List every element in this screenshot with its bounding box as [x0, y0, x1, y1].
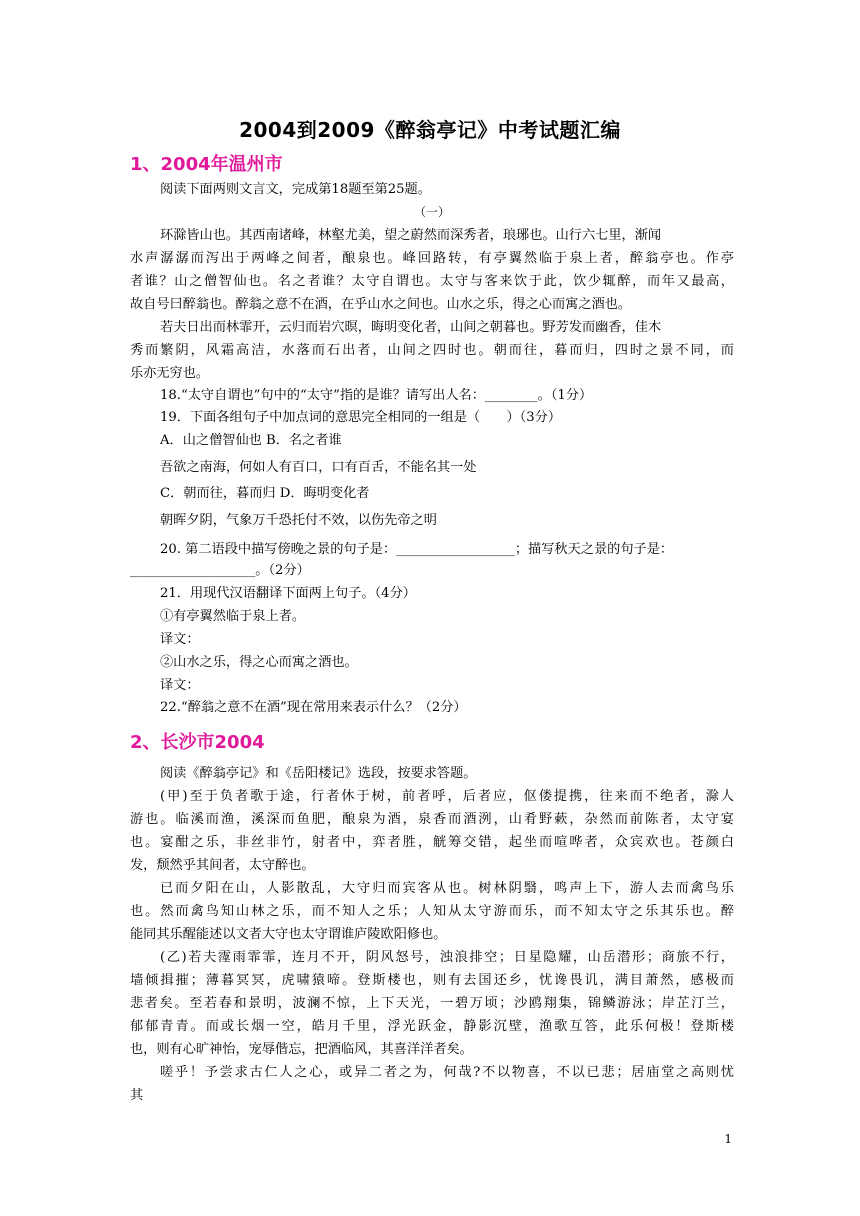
passage-line: 秀而繁阴，风霜高洁，水落而石出者，山间之四时也。朝而往，暮而归，四时之景不同，而	[130, 343, 734, 358]
passage-line: 其	[130, 1088, 144, 1103]
document-title: 2004到2009《醉翁亭记》中考试题汇编	[239, 118, 621, 142]
passage-line: 能同其乐醒能述以文者大守也太守谓谁庐陵欧阳修也。	[130, 927, 447, 942]
translation-label: 译文：	[160, 678, 200, 693]
passage-line: 故自号曰醉翁也。醉翁之意不在酒，在乎山水之间也。山水之乐，得之心而寓之酒也。	[130, 297, 632, 312]
passage-line: 郁郁青青。而或长烟一空，皓月千里，浮光跃金，静影沉壁，渔歌互答，此乐何极！登斯楼	[130, 1019, 734, 1034]
question-19: 19．下面各组句子中加点词的意思完全相同的一组是（ ）（3分）	[160, 410, 562, 425]
passage-line: (甲)至于负者歌于途，行者休于树，前者呼，后者应，伛偻提携，往来而不绝者，滁人	[160, 789, 734, 804]
passage-line: 悲者矣。至若春和景明，波澜不惊，上下天光，一碧万顷；沙鸥翔集，锦鳞游泳；岸芷汀兰，	[130, 996, 734, 1011]
translation-label: 译文：	[160, 632, 200, 647]
passage-line: 也，则有心旷神怡，宠辱偕忘，把酒临风，其喜洋洋者矣。	[130, 1042, 473, 1057]
passage-line: 嗟乎！予尝求古仁人之心，或异二者之为，何哉?不以物喜，不以已悲；居庙堂之高则忧	[160, 1065, 734, 1080]
question-21-item-1: ①有亭翼然临于泉上者。	[160, 609, 306, 624]
question-19-option-a: A．山之僧智仙也 B．名之者谁	[160, 433, 342, 448]
question-22: 22.“醉翁之意不在酒”现在常用来表示什么？（2分）	[160, 700, 467, 715]
section-heading-changsha: 2、长沙市2004	[130, 732, 265, 753]
question-20: 20. 第二语段中描写傍晚之景的句子是：__________________；描写秋天之景的句子是：	[160, 542, 674, 557]
section-heading-wenzhou: 1、2004年温州市	[130, 154, 283, 175]
passage-line: 发，颓然乎其间者，太守醉也。	[130, 858, 315, 873]
passage-line: 水声潺潺而泻出于两峰之间者，酿泉也。峰回路转，有亭翼然临于泉上者，醉翁亭也。作亭	[130, 251, 734, 266]
reading-instruction: 阅读下面两则文言文，完成第18题至第25题。	[160, 182, 431, 197]
passage-line: 者谁？山之僧智仙也。名之者谁？太守自谓也。太守与客来饮于此，饮少辄醉，而年又最高，	[130, 274, 734, 289]
passage-line: 墙倾揖摧；薄暮冥冥，虎啸猿啼。登斯楼也，则有去国还乡，忧谗畏讥，满目萧然，感极而	[130, 973, 734, 988]
passage-line: 也。宴酣之乐，非丝非竹，射者中，弈者胜，觥筹交错，起坐而喧哗者，众宾欢也。苍颜白	[130, 835, 734, 850]
passage-line: 环滁皆山也。其西南诸峰，林壑尤美，望之蔚然而深秀者，琅琊也。山行六七里，渐闻	[160, 228, 662, 243]
question-19-option-a-line2: 吾欲之南海，何如人有百口，口有百舌，不能名其一处	[160, 460, 477, 475]
question-21-item-2: ②山水之乐，得之心而寓之酒也。	[160, 655, 358, 670]
passage-line: 也。然而禽鸟知山林之乐，而不知人之乐；人知从太守游而乐，而不知太守之乐其乐也。醉	[130, 904, 734, 919]
part-label: （一）	[413, 205, 450, 219]
passage-line: (乙)若夫霪雨霏霏，连月不开，阴风怒号，浊浪排空；日星隐耀，山岳潜形；商旅不行，	[160, 950, 734, 965]
passage-line: 已而夕阳在山，人影散乱，大守归而宾客从也。树林阴翳，鸣声上下，游人去而禽鸟乐	[160, 881, 734, 896]
reading-instruction: 阅读《醉翁亭记》和《岳阳楼记》选段，按要求答题。	[160, 766, 477, 781]
page-number: 1	[724, 1132, 732, 1146]
passage-line: 若夫日出而林霏开，云归而岩穴暝，晦明变化者，山间之朝暮也。野芳发而幽香，佳木	[160, 320, 662, 335]
question-21: 21．用现代汉语翻译下面两上句子。（4分）	[160, 586, 416, 601]
question-18: 18.“太守自谓也”句中的“太守”指的是谁？请写出人名：________。（1分）	[160, 388, 593, 403]
question-19-option-c-line2: 朝晖夕阴，气象万千恐托付不效，以伤先帝之明	[160, 513, 437, 528]
question-20-line2: ___________________。（2分）	[130, 563, 310, 578]
passage-line: 乐亦无穷也。	[130, 366, 210, 381]
passage-line: 游也。临溪而渔，溪深而鱼肥，酿泉为酒，泉香而酒洌，山肴野蔌，杂然而前陈者，太守宴	[130, 812, 734, 827]
question-19-option-c: C．朝而往，暮而归 D．晦明变化者	[160, 486, 370, 501]
